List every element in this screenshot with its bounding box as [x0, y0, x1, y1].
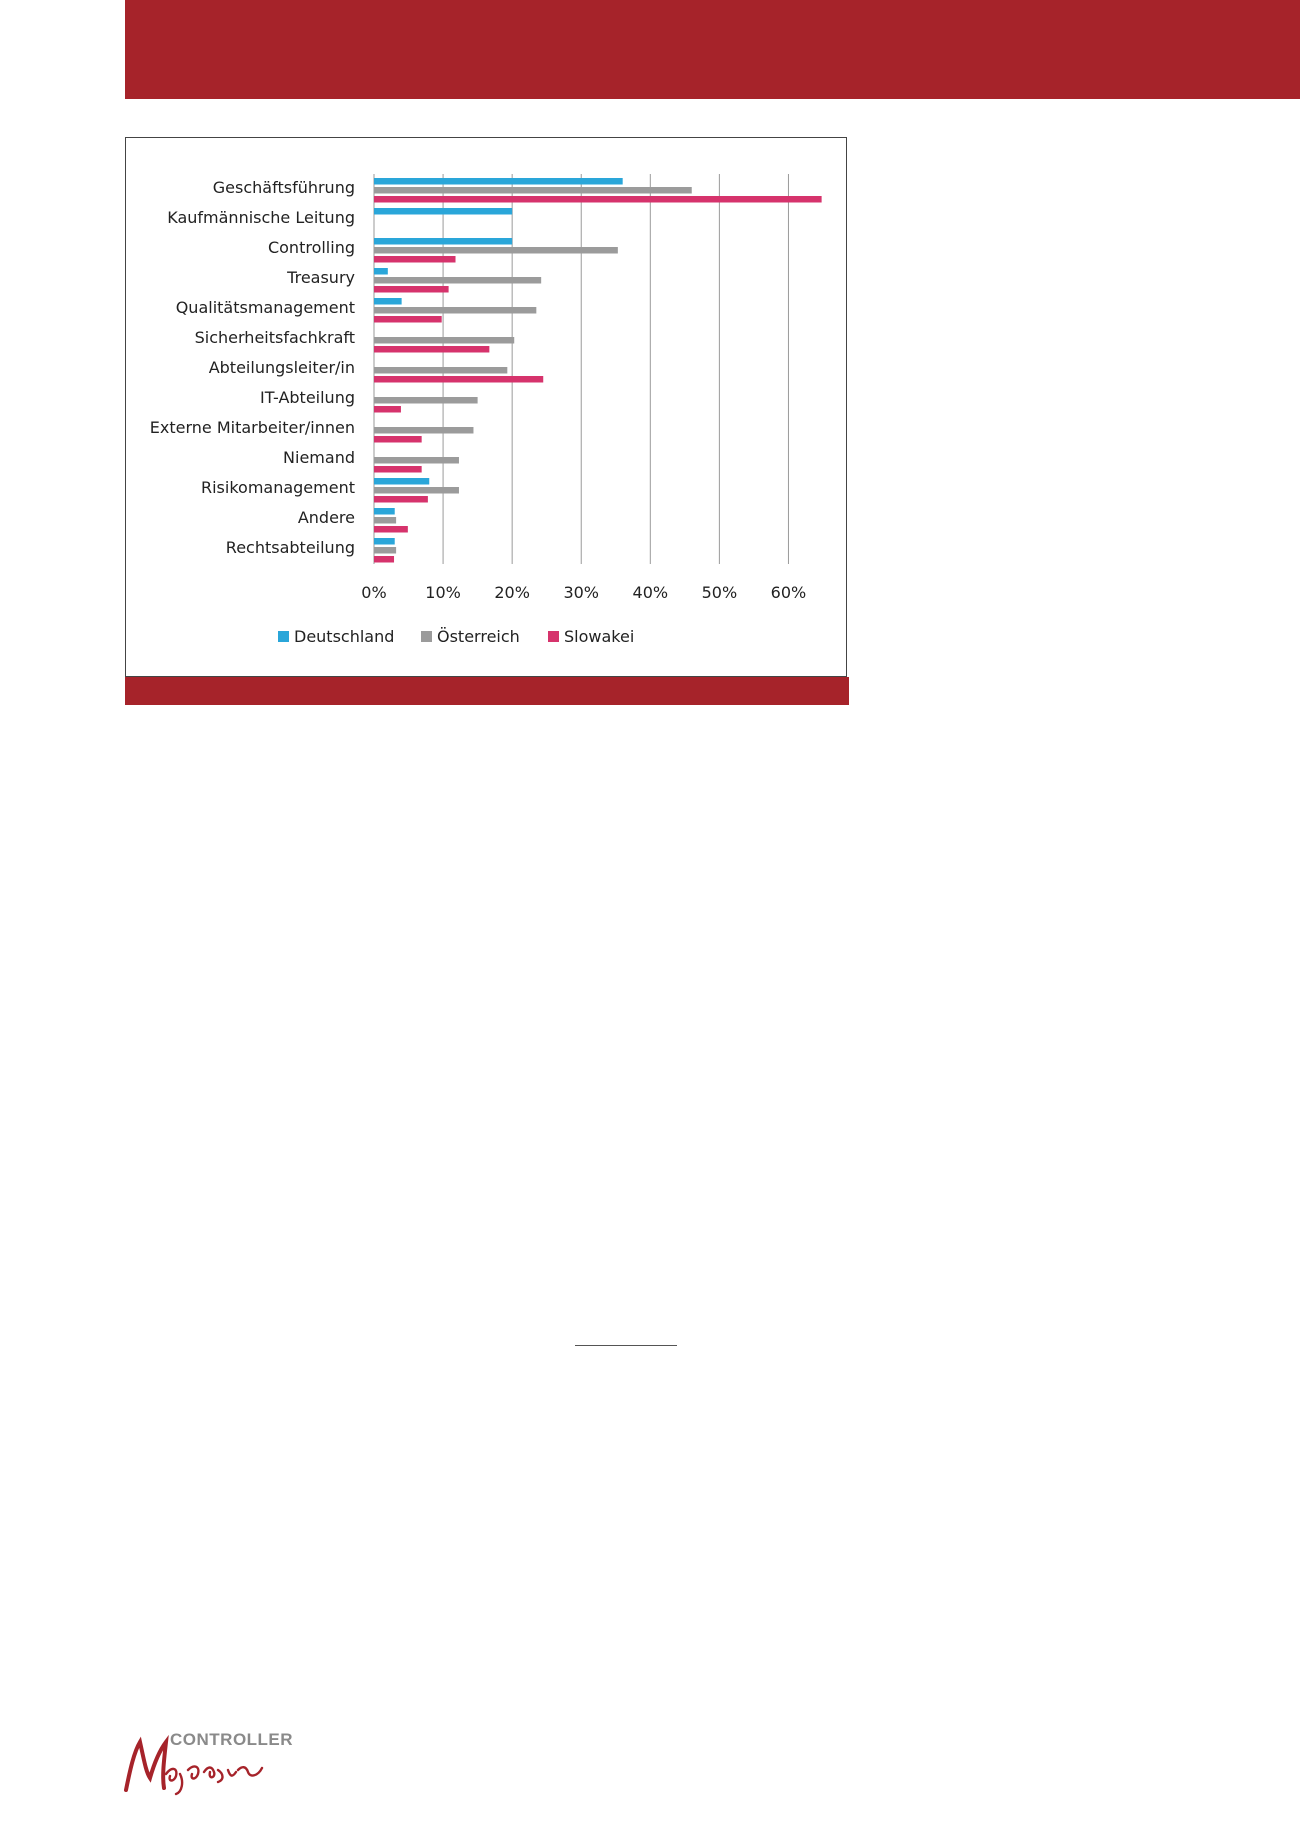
legend-swatch-deutschland — [278, 631, 289, 642]
bar-slowakei-0 — [374, 196, 822, 203]
legend-label: Österreich — [437, 627, 520, 646]
bar-österreich-9 — [374, 457, 459, 464]
category-label: Niemand — [283, 448, 355, 467]
category-label: Geschäftsführung — [212, 178, 355, 197]
bar-slowakei-4 — [374, 316, 442, 323]
controller-magazin-logo — [120, 1730, 300, 1800]
chart-footer-bar — [125, 677, 849, 705]
x-tick-label: 40% — [632, 583, 669, 602]
x-tick-label: 20% — [494, 583, 530, 602]
footnote-rule — [575, 1345, 677, 1346]
category-label: IT-Abteilung — [260, 388, 355, 407]
logo-word: CONTROLLER — [170, 1730, 294, 1749]
x-tick-label: 50% — [701, 583, 738, 602]
bar-österreich-0 — [374, 187, 692, 194]
chart-frame — [125, 137, 847, 677]
bar-chart — [126, 138, 846, 676]
x-tick-label: 10% — [425, 583, 461, 602]
bar-österreich-2 — [374, 247, 618, 254]
category-label: Externe Mitarbeiter/innen — [149, 418, 355, 437]
bar-österreich-11 — [374, 517, 396, 524]
bar-deutschland-10 — [374, 478, 429, 485]
bar-österreich-6 — [374, 367, 507, 374]
bar-slowakei-11 — [374, 526, 408, 533]
category-label: Qualitätsmanagement — [175, 298, 355, 317]
bar-slowakei-10 — [374, 496, 428, 503]
bar-slowakei-6 — [374, 376, 543, 383]
bar-österreich-8 — [374, 427, 473, 434]
bar-deutschland-4 — [374, 298, 402, 305]
legend-swatch-slowakei — [548, 631, 559, 642]
bar-deutschland-2 — [374, 238, 512, 245]
bar-österreich-3 — [374, 277, 541, 284]
category-label: Abteilungsleiter/in — [208, 358, 355, 377]
bar-slowakei-8 — [374, 436, 422, 443]
bar-slowakei-12 — [374, 556, 394, 563]
category-label: Andere — [297, 508, 355, 527]
bar-slowakei-5 — [374, 346, 489, 353]
bar-österreich-4 — [374, 307, 536, 314]
category-label: Sicherheitsfachkraft — [194, 328, 355, 347]
category-label: Treasury — [287, 268, 355, 287]
bar-deutschland-11 — [374, 508, 395, 515]
bar-österreich-5 — [374, 337, 514, 344]
bar-slowakei-2 — [374, 256, 456, 263]
x-tick-label: 30% — [563, 583, 600, 602]
bar-slowakei-3 — [374, 286, 449, 293]
category-label: Rechtsabteilung — [225, 538, 355, 557]
category-label: Controlling — [267, 238, 355, 257]
legend-swatch-österreich — [421, 631, 432, 642]
bar-österreich-12 — [374, 547, 396, 554]
bar-slowakei-7 — [374, 406, 401, 413]
bar-slowakei-9 — [374, 466, 422, 473]
legend-label: Deutschland — [294, 627, 395, 646]
bar-deutschland-1 — [374, 208, 512, 215]
bar-deutschland-0 — [374, 178, 623, 185]
bar-deutschland-12 — [374, 538, 395, 545]
x-tick-label: 60% — [770, 583, 807, 602]
x-tick-label: 0% — [361, 583, 387, 602]
category-label: Risikomanagement — [200, 478, 355, 497]
category-label: Kaufmännische Leitung — [167, 208, 355, 227]
top-banner — [125, 0, 1300, 99]
bar-österreich-10 — [374, 487, 459, 494]
legend-label: Slowakei — [564, 627, 635, 646]
bar-österreich-7 — [374, 397, 478, 404]
bar-deutschland-3 — [374, 268, 388, 275]
